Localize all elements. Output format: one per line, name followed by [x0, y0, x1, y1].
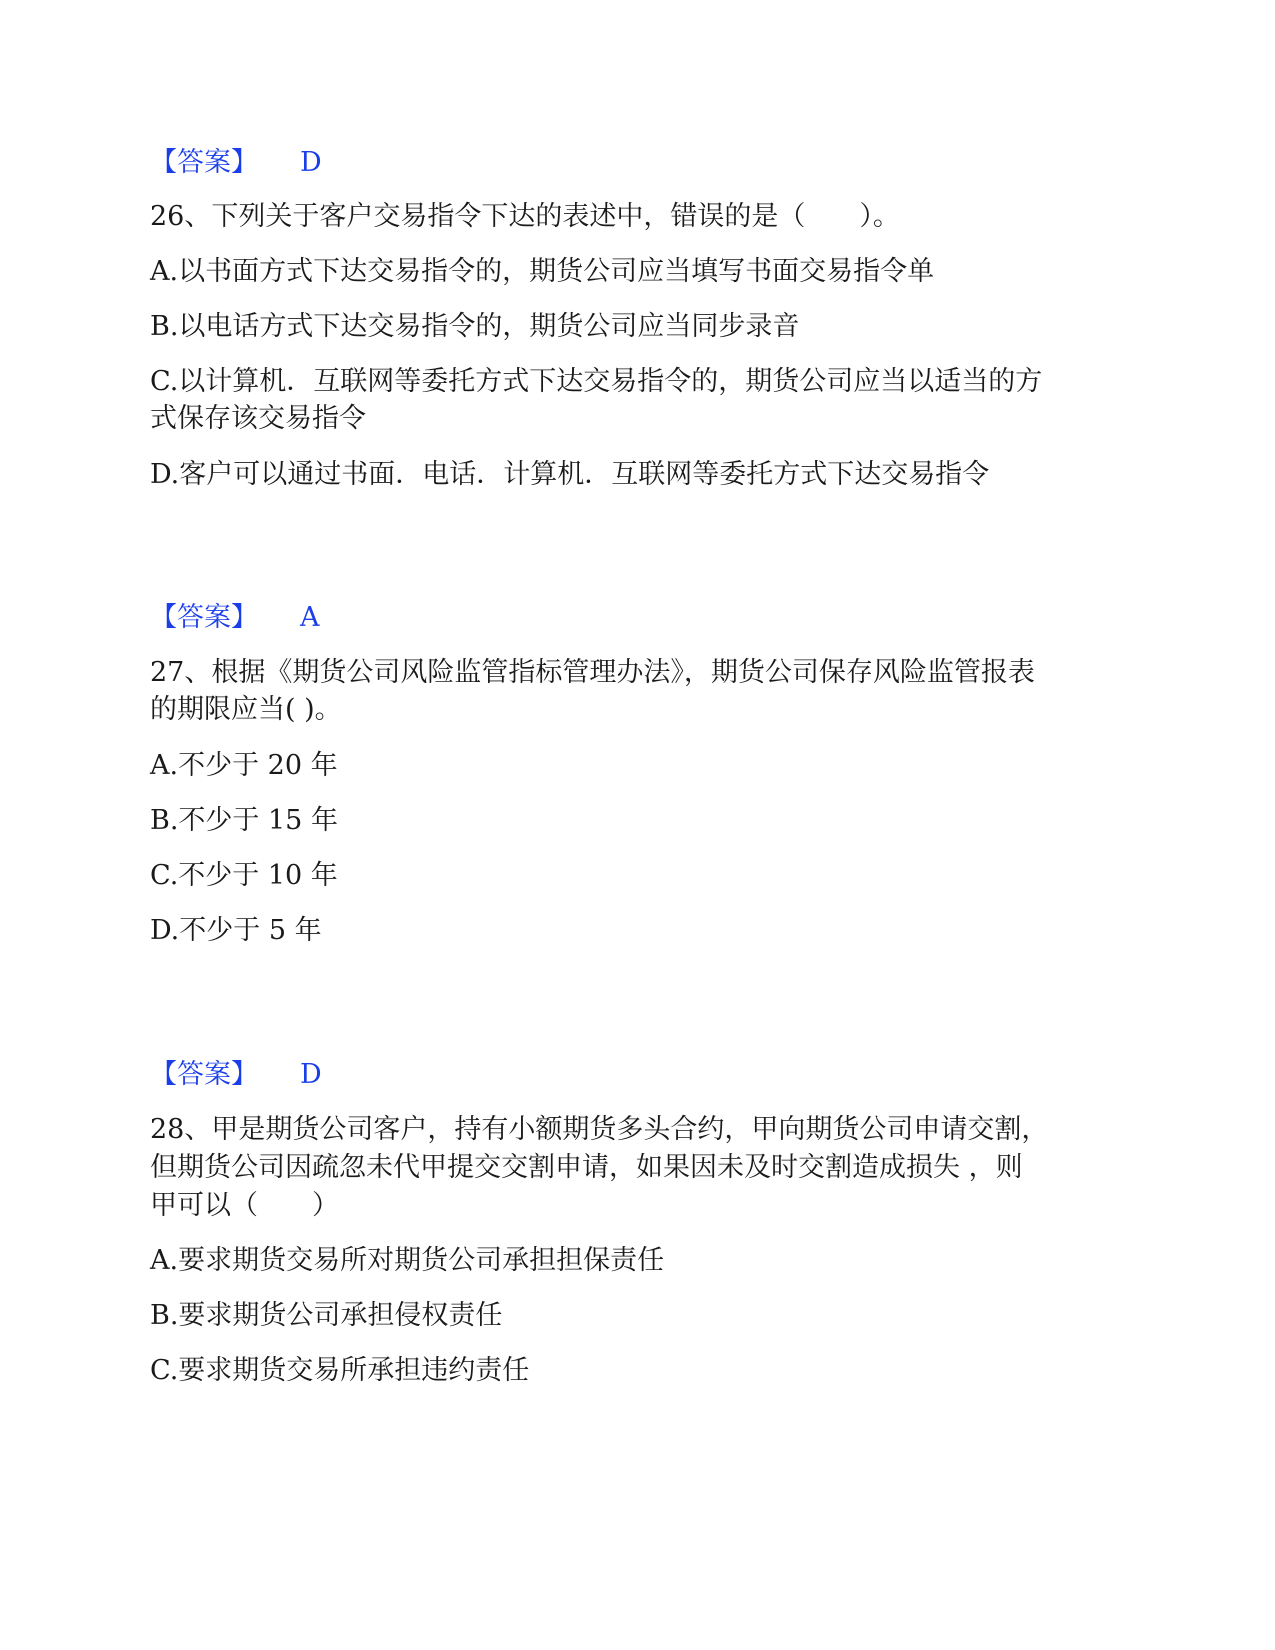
question-28-stem-continued: 但期货公司因疏忽未代甲提交交割申请，如果因未及时交割造成损失 ，则	[150, 1152, 1023, 1183]
question-28-option-a: A.要求期货交易所对期货公司承担担保责任	[150, 1245, 665, 1276]
answer-row	[150, 598, 320, 638]
answer-row	[150, 143, 322, 183]
answer-label: 【答案】	[150, 602, 258, 633]
answer-label: 【答案】	[150, 147, 258, 178]
question-27-option-c: C.不少于 10 年	[150, 860, 338, 891]
question-27-option-b: B.不少于 15 年	[150, 805, 338, 836]
question-27-stem: 27、根据《期货公司风险监管指标管理办法》，期货公司保存风险监管报表	[150, 657, 1035, 688]
question-28-option-b: B.要求期货公司承担侵权责任	[150, 1300, 503, 1331]
question-27-stem-continued: 的期限应当( )。	[150, 694, 342, 725]
question-28-stem-continued-2: 甲可以（ ）	[150, 1190, 339, 1221]
question-27-option-d: D.不少于 5 年	[150, 915, 322, 946]
question-27-option-a: A.不少于 20 年	[150, 750, 338, 781]
answer-value: D	[300, 147, 322, 178]
answer-row	[150, 1055, 322, 1095]
question-26-option-d: D.客户可以通过书面．电话．计算机．互联网等委托方式下达交易指令	[150, 459, 990, 490]
question-26-option-b: B.以电话方式下达交易指令的，期货公司应当同步录音	[150, 311, 800, 342]
question-26-option-a: A.以书面方式下达交易指令的，期货公司应当填写书面交易指令单	[150, 256, 935, 287]
question-26-option-c: C.以计算机．互联网等委托方式下达交易指令的，期货公司应当以适当的方	[150, 366, 1043, 397]
answer-value: A	[300, 602, 320, 633]
question-26-option-c-continued: 式保存该交易指令	[150, 403, 366, 434]
question-28-stem: 28、甲是期货公司客户，持有小额期货多头合约，甲向期货公司申请交割，	[150, 1114, 1049, 1145]
answer-value: D	[300, 1059, 322, 1090]
question-26-stem: 26、下列关于客户交易指令下达的表述中，错误的是（ ）。	[150, 201, 900, 232]
answer-label: 【答案】	[150, 1059, 258, 1090]
question-28-option-c: C.要求期货交易所承担违约责任	[150, 1355, 530, 1386]
